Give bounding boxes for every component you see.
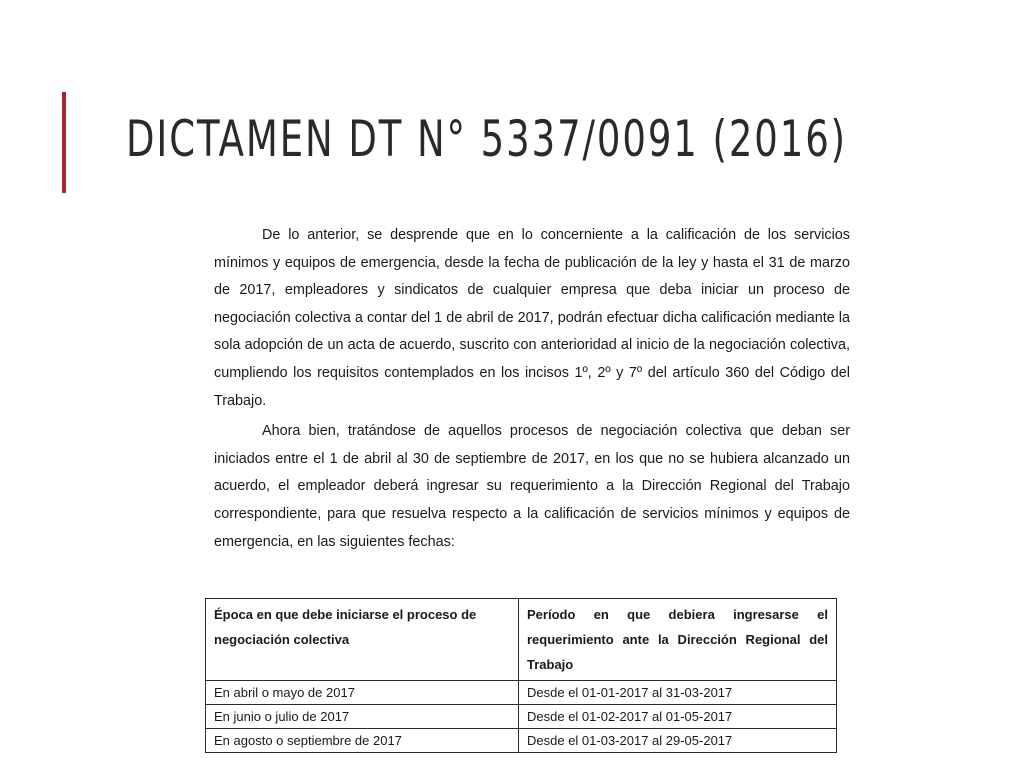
document-paragraph-1: De lo anterior, se desprende que en lo concerniente a la calificación de los servicios mínimos y equipos de emergencia, desde la fecha de publicación de la ley y hasta el 31 de marzo de 2017, empleadores y sindicatos de cualquier empresa que deba iniciar un proceso de negociación colectiva a contar del 1 de abril de 2017, podrán efectuar dicha calificación mediante la sola adopción de un acta de acuerdo, suscrito con anterioridad al inicio de la negociación colectiva, cumpliendo los requisitos contemplados en los incisos 1º, 2º y 7º del artículo 360 del Código del Trabajo. (214, 227, 850, 409)
table-row (206, 681, 837, 705)
slide-title: DICTAMEN DT N° 5337/0091 (2016) (126, 110, 848, 168)
table-cell-epoch: En junio o julio de 2017 (206, 705, 519, 729)
table-header-row (206, 599, 837, 681)
table-header-epoch: Época en que debe iniciarse el proceso de negociación colectiva (206, 599, 519, 681)
scanned-document (205, 222, 850, 768)
table-row (206, 729, 837, 753)
deadlines-table (205, 598, 837, 753)
table-row (206, 705, 837, 729)
table-cell-epoch: En abril o mayo de 2017 (206, 681, 519, 705)
document-paragraph-2: Ahora bien, tratándose de aquellos procesos de negociación colectiva que deban ser iniciados entre el 1 de abril al 30 de septiembre de 2017, en los que no se hubiera alcanzado un acuerdo, el empleador deberá ingresar su requerimiento a la Dirección Regional del Trabajo correspondiente, para que resuelva respecto a la calificación de servicios mínimos y equipos de emergencia, en las siguientes fechas: (214, 423, 850, 550)
table-cell-period: Desde el 01-02-2017 al 01-05-2017 (519, 705, 837, 729)
table-cell-epoch: En agosto o septiembre de 2017 (206, 729, 519, 753)
table-header-period: Período en que debiera ingresarse el requerimiento ante la Dirección Regional del Trabajo (519, 599, 837, 681)
table-cell-period: Desde el 01-01-2017 al 31-03-2017 (519, 681, 837, 705)
table-cell-period: Desde el 01-03-2017 al 29-05-2017 (519, 729, 837, 753)
title-accent-bar (62, 92, 66, 193)
